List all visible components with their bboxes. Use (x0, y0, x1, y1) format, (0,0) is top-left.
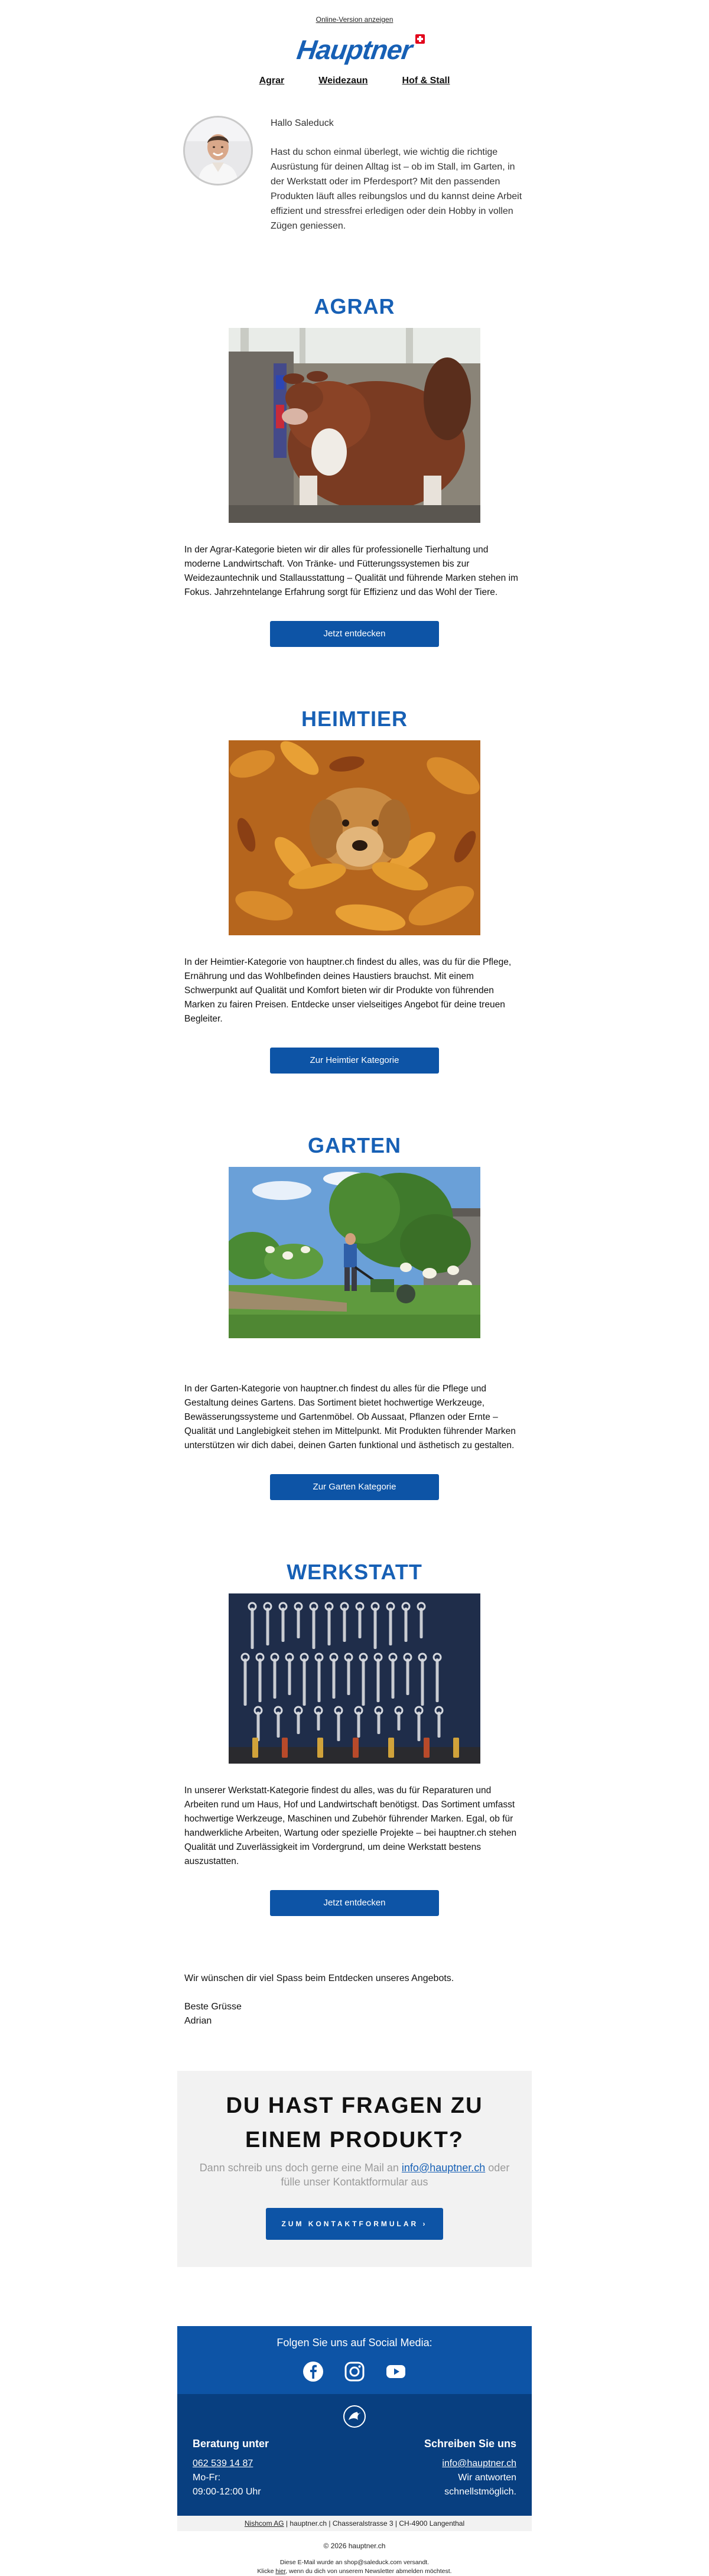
garten-cta-button[interactable]: Zur Garten Kategorie (270, 1474, 439, 1500)
garden-image (229, 1167, 480, 1362)
social-title: Folgen Sie uns auf Social Media: (277, 2337, 432, 2349)
logo-wordmark: Hauptner (295, 34, 414, 65)
section-agrar (177, 295, 532, 647)
greeting: Hallo Saleduck (271, 118, 334, 128)
email-title: Schreiben Sie uns (424, 2438, 516, 2450)
unsubscribe-line (177, 2567, 532, 2576)
online-version-link[interactable]: Online-Version anzeigen (316, 15, 393, 24)
cta-sub-after: oder fülle unser Kontaktformular aus (281, 2162, 510, 2188)
cta-sub-before: Dann schreib uns doch gerne eine Mail an (199, 2162, 402, 2174)
hauptner-emblem-icon (343, 2405, 366, 2428)
werkstatt-cta-button[interactable]: Jetzt entdecken (270, 1890, 439, 1916)
agrar-cta-button[interactable]: Jetzt entdecken (270, 621, 439, 647)
footer-phone-col (193, 2437, 269, 2499)
section-title: GARTEN (308, 1133, 401, 1157)
cta-title: DU HAST FRAGEN ZU EINEM PRODUKT? (226, 2093, 483, 2152)
section-text: In der Garten-Kategorie von hauptner.ch findest du alles für die Pflege und Gestaltung deines Gartens. Das Sortiment bietet hochwertige Werkzeuge, Bewässerungssysteme und Gartenmöbel. Ob Aussaat, Pflanzen oder Ernte – Qualität und Langlebigkeit stehen im Mittelpunkt. Mit Produkten führender Marken unterstützen wir dich dabei, deinen Garten funktional und ästhetisch zu gestalten. (184, 1384, 516, 1450)
hauptner-logo[interactable] (177, 34, 532, 65)
section-text: In der Heimtier-Kategorie von hauptner.ch findest du alles, was du für die Pflege, Ernährung und das Wohlbefinden deines Haustiers brauchst. Mit einem Schwerpunkt auf Qualität und Komfort bieten wir dir Produkte von führenden Marken zu fairen Preisen. Entdecke unser vielseitiges Angebot für deine treuen Begleiter. (184, 957, 512, 1024)
footer-email-link[interactable]: info@hauptner.ch (442, 2458, 516, 2468)
phone-link[interactable]: 062 539 14 87 (193, 2458, 253, 2468)
contact-cta-box (177, 2071, 532, 2267)
dog-image (229, 740, 480, 935)
avatar (183, 116, 253, 186)
unsubscribe-link[interactable]: hier (275, 2568, 286, 2575)
closing-line: Wir wünschen dir viel Spass beim Entdecken unseres Angebots. (184, 1973, 454, 1983)
heimtier-cta-button[interactable]: Zur Heimtier Kategorie (270, 1048, 439, 1074)
social-block (177, 2326, 532, 2394)
sent-to-line: Diese E-Mail wurde an shop@saleduck.com versandt. (279, 2559, 430, 2566)
footer-email-col (424, 2437, 516, 2499)
copyright: © 2026 hauptner.ch (323, 2542, 386, 2550)
section-title: AGRAR (314, 294, 395, 318)
section-garten (177, 1134, 532, 1500)
hours-label: Mo-Fr: (193, 2473, 221, 2483)
email-container (177, 0, 532, 2576)
company-link[interactable]: Nishcom AG (244, 2519, 284, 2528)
phone-title: Beratung unter (193, 2438, 269, 2450)
tools-image (229, 1593, 480, 1764)
social-icons (177, 2361, 532, 2382)
imprint-address: | hauptner.ch | Chasseralstrasse 3 | CH-4900 Langenthal (284, 2519, 465, 2528)
footer-contact (177, 2394, 532, 2516)
section-text: In unserer Werkstatt-Kategorie findest du alles, was du für Reparaturen und Arbeiten rund um Haus, Hof und Landwirtschaft benötigst. Das Sortiment umfasst hochwertige Werkzeuge, Maschinen und Zubehör führender Marken. Egal, ob für handwerkliche Arbeiten, Wartung oder spezielle Projekte – bei hauptner.ch stehen Qualität und Zuverlässigkeit im Vordergrund, um deine Werkstatt bestens auszustatten. (184, 1785, 517, 1866)
cta-email-link[interactable]: info@hauptner.ch (401, 2162, 486, 2174)
cow-image (229, 328, 480, 523)
reply-note-2: schnellstmöglich. (444, 2487, 516, 2497)
intro-body: Hast du schon einmal überlegt, wie wichtig die richtige Ausrüstung für deinen Alltag ist – ob im Stall, im Garten, in der Werkstatt oder im Pferdesport? Mit den passenden Produkten läuft alles reibungslos und du kannst deine Arbeit effizient und stressfrei erledigen oder dein Hobby in vollen Zügen geniessen. (271, 147, 522, 231)
unsubscribe-note (177, 2558, 532, 2576)
swiss-cross-icon (415, 34, 425, 44)
cta-subtext (195, 2161, 514, 2189)
reply-note-1: Wir antworten (458, 2473, 516, 2483)
contact-form-button[interactable]: ZUM KONTAKTFORMULAR › (266, 2208, 443, 2240)
hours-value: 09:00-12:00 Uhr (193, 2487, 261, 2497)
online-version-row (177, 0, 532, 24)
instagram-icon[interactable] (344, 2361, 365, 2382)
section-werkstatt (177, 1560, 532, 1916)
youtube-icon[interactable] (385, 2361, 406, 2382)
facebook-icon[interactable] (303, 2361, 324, 2382)
closing-signature: Adrian (184, 2016, 212, 2026)
section-text: In der Agrar-Kategorie bieten wir dir alles für professionelle Tierhaltung und moderne Landwirtschaft. Von Tränke- und Fütterungssystemen bis zur Weidezauntechnik und Stallausstattung – Qualität und führende Marken stehen im Fokus. Jahrzehntelange Erfahrung sorgt für Effizienz und das Wohl der Tiere. (184, 545, 518, 597)
intro-block (177, 116, 532, 233)
nav-hof-stall[interactable]: Hof & Stall (402, 76, 450, 86)
imprint-bar (177, 2516, 532, 2531)
section-heimtier (177, 707, 532, 1074)
nav-weidezaun[interactable]: Weidezaun (318, 76, 368, 86)
section-title: HEIMTIER (301, 707, 408, 731)
unsub-after: , wenn du dich von unserem Newsletter abmelden möchtest. (285, 2568, 452, 2575)
main-nav (177, 76, 532, 86)
section-title: WERKSTATT (287, 1560, 422, 1584)
closing-block (177, 1972, 532, 2028)
unsub-before: Klicke (257, 2568, 276, 2575)
nav-agrar[interactable]: Agrar (259, 76, 285, 86)
closing-regards: Beste Grüsse (184, 2002, 242, 2012)
